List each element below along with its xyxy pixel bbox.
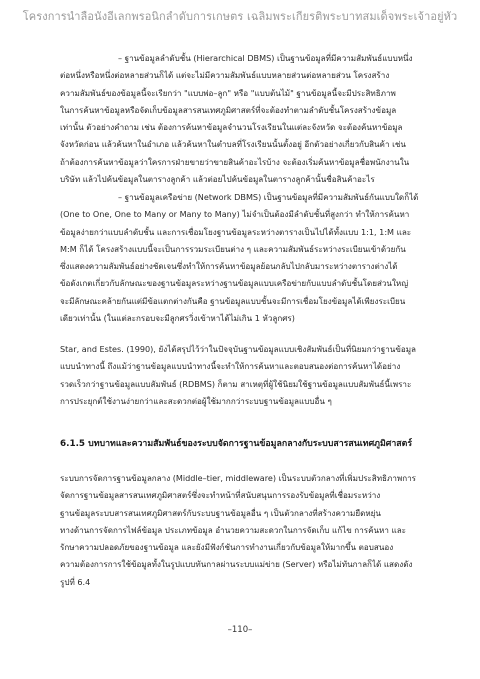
text-line: M:M ก็ได้ โครงสร้างแบบนี้จะเป็นการรวมระเบียนต่าง ๆ และความสัมพันธ์ระหว่างระเบียนเข้าด้วยกัน bbox=[60, 243, 406, 254]
paragraph-network-dbms bbox=[60, 189, 420, 327]
text-line: เท่านั้น ตัวอย่างคำถาม เช่น ต้องการค้นหาข้อมูลจำนวนโรงเรียนในแต่ละจังหวัด จะต้องค้นหาข้อมูล bbox=[60, 122, 403, 133]
text-line: เดียวเท่านั้น (ในแต่ละกรอบจะมีลูกศรวิ่งเข้าหาได้ไม่เกิน 1 หัวลูกศร) bbox=[60, 313, 295, 324]
text-line: ระบบการจัดการฐานข้อมูลกลาง (Middle–tier, middleware) เป็นระบบตัวกลางที่เพิ่มประสิทธิภาพการ bbox=[60, 473, 416, 483]
text-line: รักษาความปลอดภัยของฐานข้อมูล และยังมีฟังก์ชันการทำงานเกี่ยวกับข้อมูลให้มากขึ้น ตอบสนอง bbox=[60, 542, 394, 553]
paragraph-star-estes bbox=[60, 341, 420, 410]
text-line: ในการค้นหาข้อมูลหรือจัดเก็บข้อมูลสารสนเทศภูมิศาสตร์ที่จะต้องทำตามลำดับชั้นโครงสร้างข้อมูล bbox=[60, 104, 397, 115]
text-line: บริษัท แล้วไปค้นข้อมูลในตารางลูกค้า แล้วต่อยไปค้นข้อมูลในตารางลูกค้านั้นชื่อสินค้าอะไร bbox=[60, 174, 375, 185]
text-line: จะมีลักษณะคล้ายกันแต่มีข้อแตกต่างกันคือ ฐานข้อมูลแบบชั้นจะมีการเชื่อมโยงข้อมูลได้เพียงระเบียน bbox=[60, 295, 406, 306]
text-line: ฐานข้อมูลระบบสารสนเทศภูมิศาสตร์กับระบบฐานข้อมูลอื่น ๆ เป็นตัวกลางที่สร้างความยืดหยุ่น bbox=[60, 507, 381, 518]
text-line: การประยุกต์ใช้งานง่ายกว่าและสะดวกต่อผู้ใช้มากกว่าระบบฐานข้อมูลแบบอื่น ๆ bbox=[60, 395, 332, 406]
text-line: ข้อมูลง่ายกว่าแบบลำดับชั้น และการเชื่อมโยงฐานข้อมูลระหว่างตารางเป็นไปได้ทั้งแบบ 1:1, 1:M และ bbox=[60, 226, 412, 237]
text-line: ความต้องการการใช้ข้อมูลทั้งในรูปแบบทันกาลผ่านระบบแม่ข่าย (Server) หรือไม่ทันกาลก็ได้ แสดงดัง bbox=[60, 559, 413, 570]
text-line: จังหวัดก่อน แล้วค้นหาในอำเภอ แล้วค้นหาในตำบลที่โรงเรียนนั้นตั้งอยู่ อีกตัวอย่างเกี่ยวกับสินค้า เช่น bbox=[60, 139, 406, 150]
paragraph-middleware bbox=[60, 470, 420, 591]
text-line: ต่อหนึ่งหรือหนึ่งต่อหลายส่วนก็ได้ แต่จะไม่มีความสัมพันธ์แบบหลายส่วนต่อหลายส่วน โครงสร้าง bbox=[60, 70, 390, 81]
page-number: –110– bbox=[227, 625, 253, 635]
text-line: – ฐานข้อมูลลำดับชั้น (Hierarchical DBMS) เป็นฐานข้อมูลที่มีความสัมพันธ์แบบหนึ่ง bbox=[118, 53, 413, 63]
text-line: ซึ่งแสดงความสัมพันธ์อย่างชัดเจนซึ่งทำให้การค้นหาข้อมูลย้อนกลับไปกลับมาระหว่างตารางต่างได้ bbox=[60, 261, 398, 272]
text-line: ข้อดังเกตเกี่ยวกับลักษณะของฐานข้อมูลระหว่างฐานข้อมูลแบบเครือข่ายกับแบบลำดับชั้นโดยส่วนใหญ่ bbox=[60, 278, 409, 289]
text-line: ถ้าต้องการค้นหาข้อมูลว่าใครการฝ่ายขายว่าขายสินค้าอะไรบ้าง จะต้องเริ่มค้นหาข้อมูลชื่อพนักงานใน bbox=[60, 156, 410, 167]
text-line: ความสัมพันธ์ของข้อมูลนี้จะเรียกว่า "แบบพ่อ–ลูก" หรือ "แบบต้นไม้" ฐานข้อมูลนี้จะมีประสิทธิภาพ bbox=[60, 87, 396, 98]
text-line: Star, and Estes. (1990), ยังได้สรุปไว้ว่าในปัจจุบันฐานข้อมูลแบบเชิงสัมพันธ์เป็นที่นิยมกว่าฐานข้อมูล bbox=[60, 344, 417, 354]
text-line: แบบนำทางนี้ ถึงแม้ว่าฐานข้อมูลแบบนำทางนี้จะทำให้การค้นหาและตอบสนองต่อการค้นหาได้อย่าง bbox=[60, 361, 401, 372]
running-header: โครงการนำลือนังอีเลกพรอนิกลำดับการเกษตร เฉลิมพระเกียรติพระบาทสมเด็จพระเจ้าอยู่หัว bbox=[22, 10, 458, 23]
text-line: (One to One, One to Many or Many to Many) ไม่จำเป็นต้องมีลำดับชั้นที่สูงกว่า ทำให้การค้นหา bbox=[60, 209, 410, 220]
text-line: ทางด้านการจัดการไฟล์ข้อมูล ประเภทข้อมูล อำนวยความสะดวกในการจัดเก็บ แก้ไข การค้นหา และ bbox=[60, 524, 407, 535]
paragraph-hierarchical-dbms bbox=[60, 50, 420, 188]
section-heading: 6.1.5 บทบาทและความสัมพันธ์ของระบบจัดการฐานข้อมูลกลางกับระบบสารสนเทศภูมิศาสตร์ bbox=[60, 439, 413, 449]
text-line: รูปที่ 6.4 bbox=[60, 576, 91, 587]
text-line: – ฐานข้อมูลเครือข่าย (Network DBMS) เป็นฐานข้อมูลที่มีความสัมพันธ์กันแบบใดก็ได้ bbox=[118, 192, 419, 202]
text-line: จัดการฐานข้อมูลสารสนเทศภูมิศาสตร์ซึ่งจะทำหน้าที่สนับสนุนการรองรับข้อมูลที่เชื่อมระหว่าง bbox=[60, 490, 381, 501]
text-line: รวดเร็วกว่าฐานข้อมูลแบบสัมพันธ์ (RDBMS) ก็ตาม สาเหตุที่ผู้ใช้นิยมใช้ฐานข้อมูลแบบสัมพันธ์นี้เพราะ bbox=[60, 378, 412, 389]
